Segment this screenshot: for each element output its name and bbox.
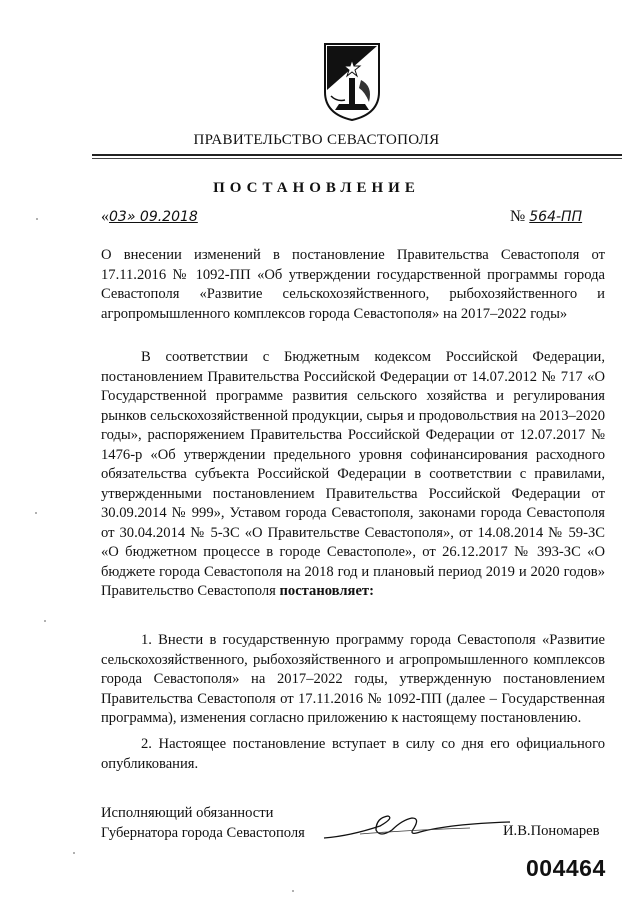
decree-item-2: 2. Настоящее постановление вступает в силу со дня его официального опубликования.	[101, 736, 605, 772]
position-line-1: Исполняющий обязанности	[101, 805, 274, 821]
document-date	[101, 208, 198, 226]
date-handwritten-value: 03» 09.2018	[109, 209, 198, 225]
sevastopol-coat-of-arms-icon	[321, 40, 383, 122]
signer-name: И.В.Пономарев	[503, 823, 600, 839]
signatory-position	[101, 804, 305, 843]
government-title: ПРАВИТЕЛЬСТВО СЕВАСТОПОЛЯ	[193, 132, 440, 148]
scan-speck	[73, 852, 75, 854]
scan-speck	[292, 890, 294, 892]
position-line-2: Губернатора города Севастополя	[101, 824, 305, 841]
decree-word: постановляет:	[279, 583, 374, 599]
serial-number: 004464	[526, 855, 606, 881]
document-type-heading: ПОСТАНОВЛЕНИЕ	[213, 180, 420, 196]
document-subject: О внесении изменений в постановление Правительства Севастополя от 17.11.2016 № 1092-ПП «Об утверждении государственной программы города Севастополя «Развитие сельскохозяйственного, рыбохозяйственного и агропромышленного комплексов города Севастополя» на 2017–2022 годы»	[101, 247, 605, 322]
scan-speck	[35, 512, 37, 514]
number-handwritten-value: 564-ПП	[529, 209, 583, 225]
preamble-text: В соответствии с Бюджетным кодексом Российской Федерации, постановлением Правительства Российской Федерации от 14.07.2012 № 717 «О Государственной программе развития сельского хозяйства и регулирования рынков сельскохозяйственной продукции, сырья и продовольствия на 2013–2020 годы», распоряжением Правительства Российской Федерации от 12.07.2017 № 1476-р «Об утверждении предельного уровня софинансирования расходного обязательства субъекта Российской Федерации в соответствии с правилами, утвержденными постановлением Правительства Российской Федерации от 30.09.2014 № 999», Уставом города Севастополя, законами города Севастополя от 30.04.2014 № 5-ЗС «О Правительстве Севастополя», от 14.08.2014 № 59-ЗС «О бюджетном процессе в городе Севастополе», от 26.12.2017 № 393-ЗС «О бюджете города Севастополя на 2018 год и плановый период 2019 и 2020 годов» Правительство Севастополя	[101, 349, 605, 599]
decree-item-1: 1. Внести в государственную программу города Севастополя «Развитие сельскохозяйственного, рыбохозяйственного и агропромышленного комплексов города Севастополя» на 2017–2022 годы, утвержденную постановлением Правительства Севастополя от 17.11.2016 № 1092-ПП (далее – Государственная программа), изменения согласно приложению к настоящему постановлению.	[101, 632, 605, 726]
handwritten-signature	[320, 808, 520, 844]
document-number	[510, 208, 582, 226]
scan-speck	[36, 218, 38, 220]
number-prefix: №	[510, 208, 526, 225]
date-open-quote: «	[101, 208, 109, 225]
header-rule-thick	[92, 154, 622, 156]
scan-speck	[44, 620, 46, 622]
preamble-paragraph	[101, 348, 605, 602]
header-rule-thin	[92, 158, 622, 159]
